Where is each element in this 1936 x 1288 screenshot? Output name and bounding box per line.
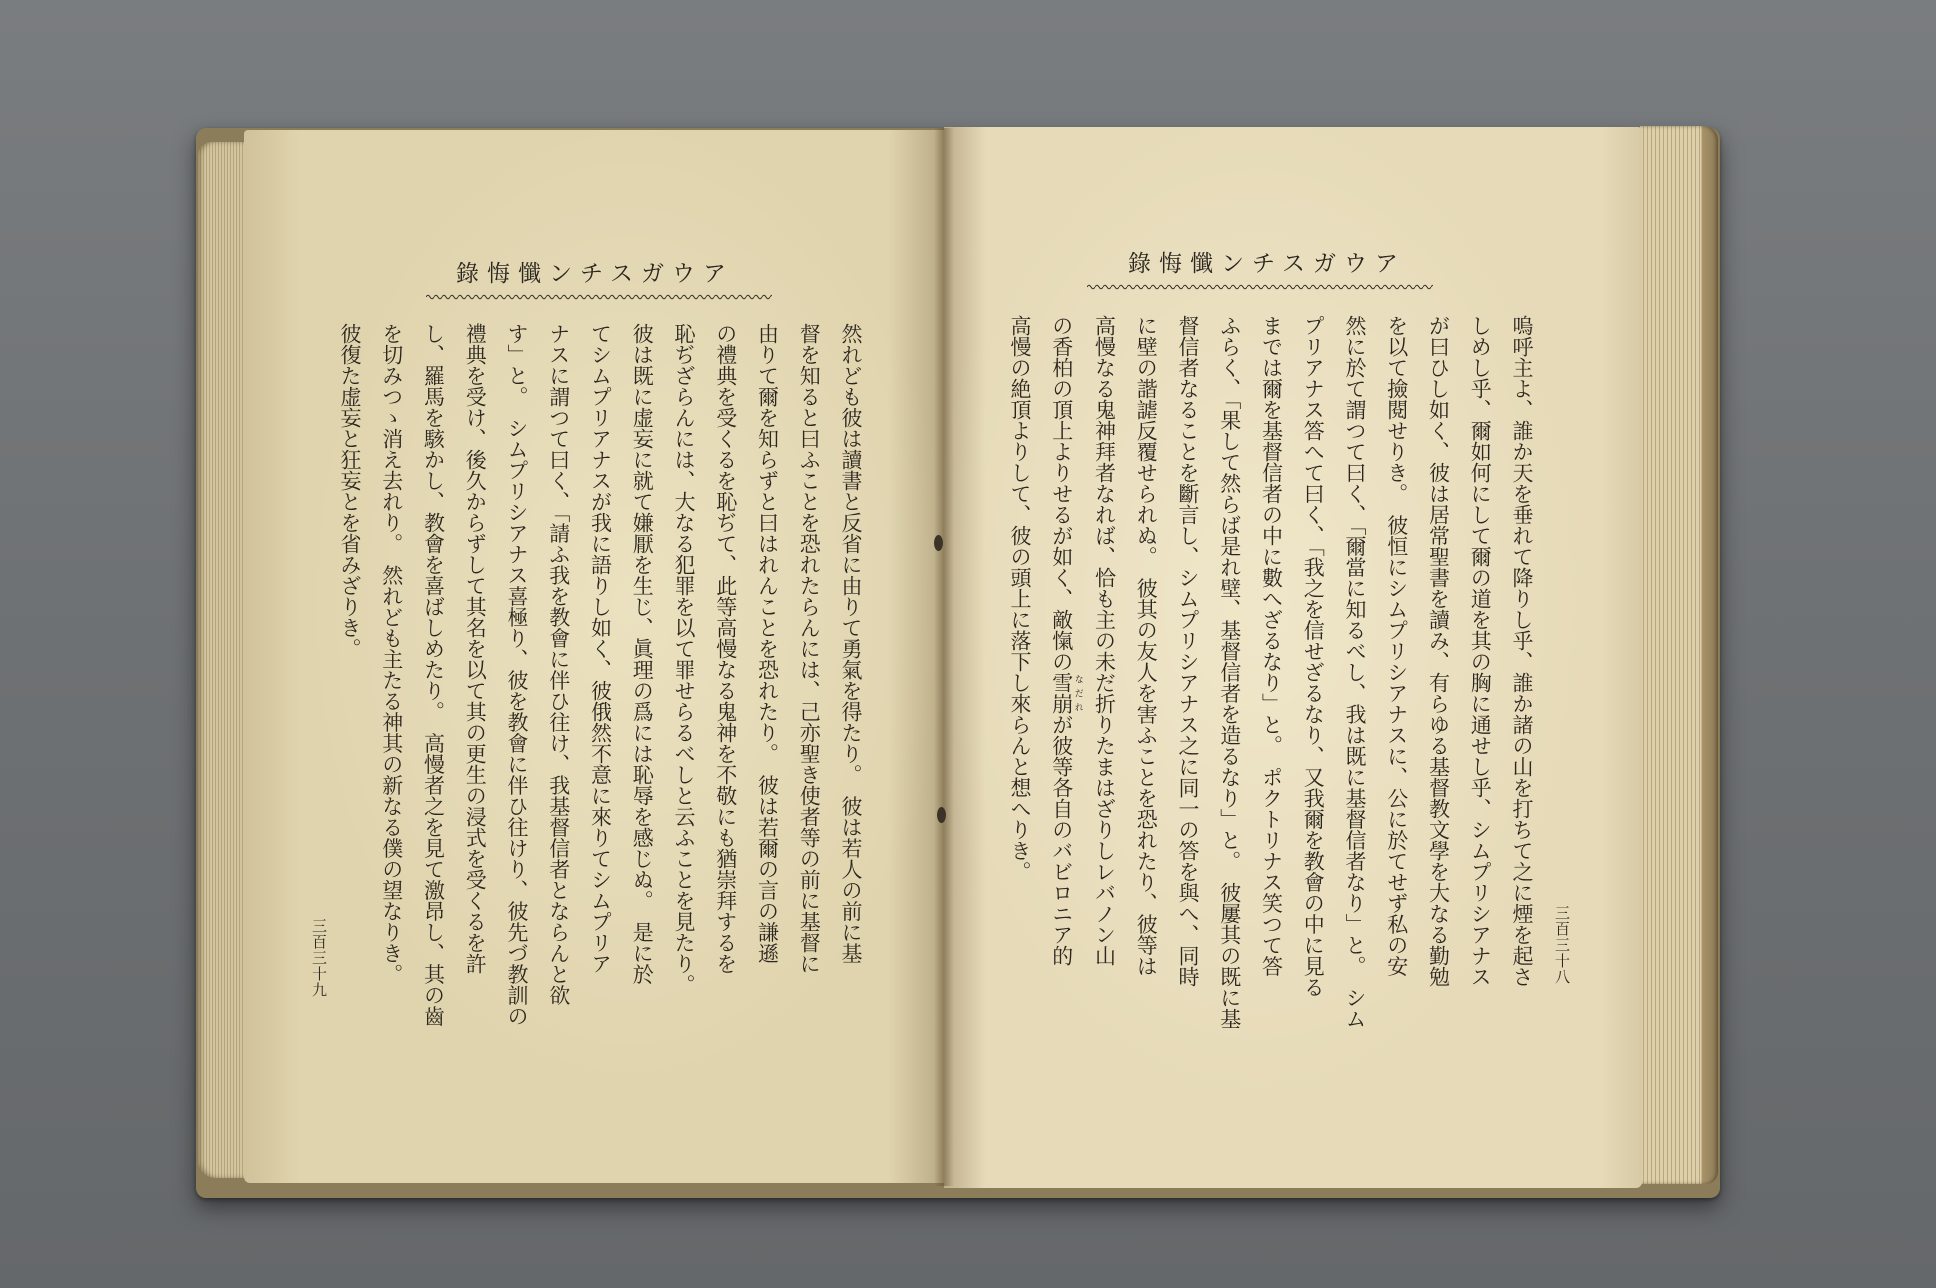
page-number: 三百三十九	[310, 918, 328, 998]
header-wavy-rule	[426, 292, 772, 302]
text-column: ふらく、「果して然らば是れ壁、基督信者を造るなり」と。 彼屢其の既に基	[1217, 315, 1242, 1029]
text-column: が曰ひし如く、彼は居常聖書を讀み、有らゆる基督教文學を大なる勤勉	[1426, 315, 1451, 987]
left-page-stack-edge	[198, 142, 246, 1178]
text-column: 嗚呼主よ、誰か天を垂れて降りし乎、誰か諸の山を打ちて之に煙を起さ	[1510, 315, 1534, 987]
ruby-base: 雪崩	[1049, 672, 1074, 714]
text-column: す」と。 シムプリシアナス喜極り、彼を教會に伴ひ往けり、彼先づ教訓の	[505, 323, 529, 1027]
text-column: しめし乎、爾如何にして爾の道を其の胸に通せし乎、シムプリシアナス	[1468, 315, 1493, 987]
text-column: し、羅馬を駭かし、教會を喜ばしめたり。 高慢者之を見て激昂し、其の齒	[421, 323, 446, 1027]
text-column: ナスに謂つて曰く、「請ふ我を教會に伴ひ往け、我基督信者とならんと欲	[546, 323, 571, 1006]
text-column: までは爾を基督信者の中に數へざるなり」と。 ポクトリナス笑つて答	[1259, 315, 1284, 977]
text-column: を切みつゝ消え去れり。 然れども主たる神其の新なる僕の望なりき。	[379, 323, 404, 985]
text-column: プリアナス答へて曰く、「我之を信せざるなり、又我爾を教會の中に見る	[1301, 315, 1326, 998]
binding-hole	[934, 535, 943, 551]
running-head: アウガスチン懺悔錄	[455, 261, 735, 287]
text-column: 然れども彼は讀書と反省に由りて勇氣を得たり。 彼は若人の前に基	[839, 323, 863, 964]
text-column: 彼復た虚妄と狂妄とを省みざりき。	[338, 323, 362, 659]
gutter-shadow	[934, 128, 954, 1186]
text-segment: が彼等各自のバビロニア的	[1049, 714, 1074, 966]
body-text	[328, 323, 871, 1103]
right-page	[944, 127, 1642, 1188]
text-column: 然に於て謂つて曰く、「爾當に知るべし、我は既に基督信者なり」と。 シム	[1343, 315, 1367, 1029]
page-number: 三百三十八	[1553, 905, 1571, 985]
text-column-with-ruby	[1040, 315, 1083, 1095]
ruby-reading: なだれ	[1072, 672, 1083, 714]
ruby-annotation	[1049, 672, 1083, 714]
text-column: 督を知ると曰ふことを恐れたらんには、己亦聖き使者等の前に基督に	[797, 323, 822, 974]
text-column: てシムプリアナスが我に語りし如く、彼俄然不意に來りてシムプリア	[588, 323, 613, 974]
right-page-stack-edge	[1640, 126, 1718, 1184]
text-column: 彼は既に虚妄に就て嫌厭を生じ、眞理の爲には恥辱を感じぬ。 是に於	[630, 323, 655, 985]
text-column: 恥ぢざらんには、大なる犯罪を以て罪せらるべしと云ふことを見たり。	[672, 323, 696, 995]
left-page	[244, 130, 944, 1183]
text-column: の禮典を受くるを恥ぢて、此等高慢なる鬼神を不敬にも猶崇拜するを	[713, 323, 738, 974]
text-column: 督信者なることを斷言し、シムプリシアナス之に同一の答を與へ、同時	[1176, 315, 1200, 987]
text-column: 禮典を受け、後久からずして其名を以て其の更生の浸式を受くるを許	[463, 323, 488, 974]
running-head: アウガスチン懺悔錄	[1127, 251, 1407, 277]
header-wavy-rule	[1087, 282, 1433, 292]
body-text	[999, 315, 1542, 1095]
text-column: に壁の諧謔反覆せられぬ。 彼其の友人を害ふことを恐れたり、彼等は	[1134, 315, 1159, 977]
text-column: を以て撿閱せりき。 彼恒にシムプリシアナスに、公に於てせず私の安	[1384, 315, 1409, 977]
text-column: 高慢の絶頂よりして、彼の頭上に落下し來らんと想へりき。	[1008, 315, 1032, 882]
text-segment: の香柏の頂上よりせるが如く、敵愾の	[1049, 315, 1074, 672]
binding-hole	[937, 807, 946, 823]
text-column: 高慢なる鬼神拜者なれば、恰も主の未だ折りたまはざりしレバノン山	[1092, 315, 1117, 966]
text-column: 由りて爾を知らずと曰はれんことを恐れたり。 彼は若爾の言の謙遜	[755, 323, 780, 964]
